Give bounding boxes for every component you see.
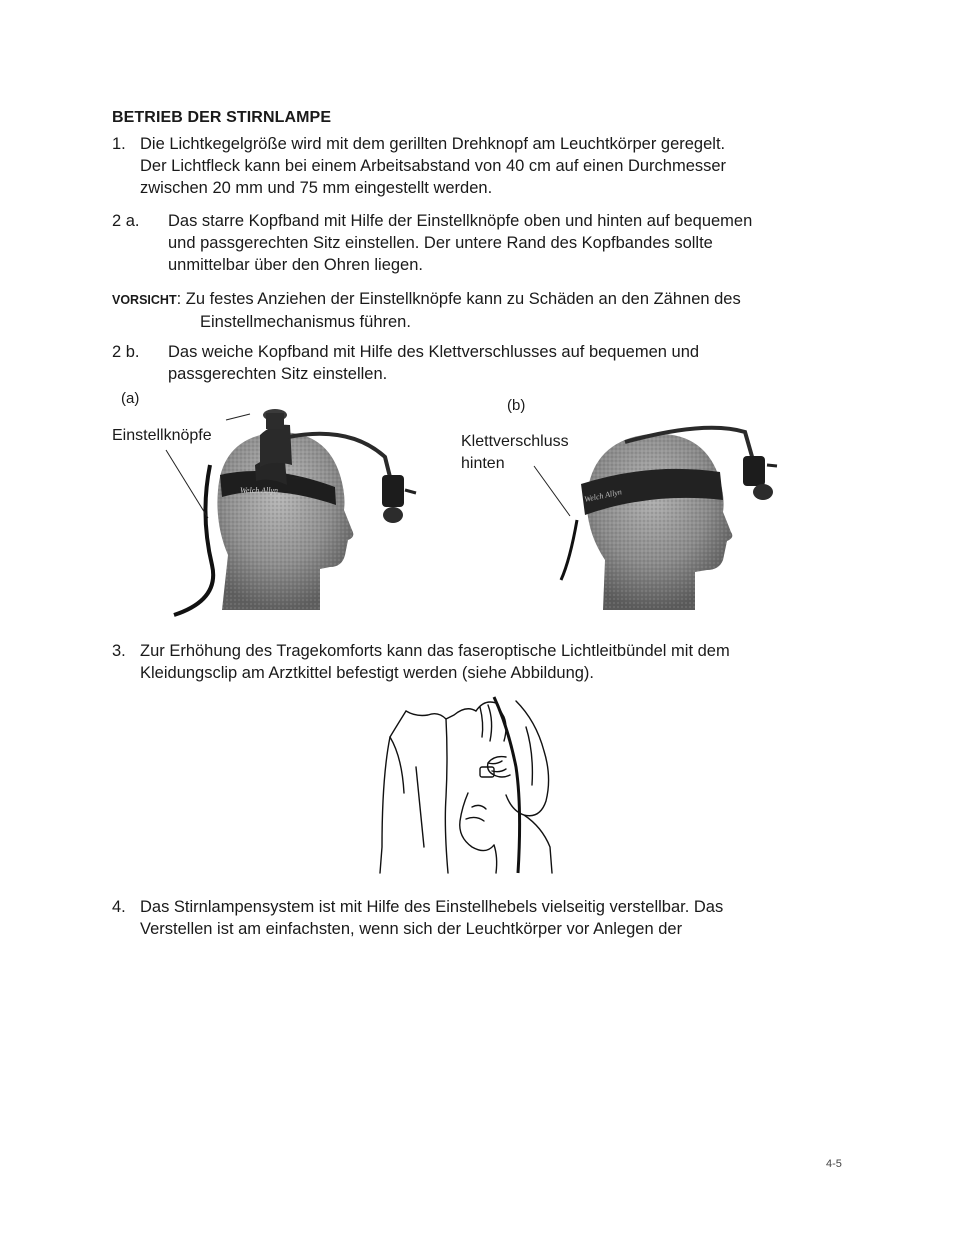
text-line: Der Lichtfleck kann bei einem Arbeitsabstand von 40 cm auf einen Durchmesser (140, 157, 727, 175)
text-line: unmittelbar über den Ohren liegen. (168, 256, 423, 274)
item-2a-text (168, 210, 752, 276)
item-3-text (140, 640, 730, 684)
item-4-text (140, 896, 723, 940)
clothing-clip-illustration (376, 697, 576, 877)
text-line: Die Lichtkegelgröße wird mit dem gerillten Drehknopf am Leuchtkörper geregelt. (140, 135, 726, 153)
text-line: Kleidungsclip am Arztkittel befestigt werden (siehe Abbildung). (140, 664, 594, 682)
caution-text: : Zu festes Anziehen der Einstellknöpfe kann zu Schäden an den Zähnen des (176, 290, 741, 308)
text-line: Verstellen ist am einfachsten, wenn sich der Leuchtkörper vor Anlegen der (140, 920, 683, 938)
item-1-text (140, 133, 726, 199)
figure-b-headlamp-illustration (555, 420, 795, 615)
callout-line: Klettverschluss (461, 433, 569, 450)
text-line: Das Stirnlampensystem ist mit Hilfe des Einstellhebels vielseitig verstellbar. Das (140, 898, 724, 916)
item-number: 1. (112, 135, 126, 153)
item-number: 2 a. (112, 212, 140, 230)
item-number: 2 b. (112, 343, 140, 361)
caution-note (112, 288, 741, 333)
text-line: zwischen 20 mm und 75 mm eingestellt werden. (140, 179, 493, 197)
text-line: und passgerechten Sitz einstellen. Der untere Rand des Kopfbandes sollte (168, 234, 713, 252)
callout-line: hinten (461, 455, 505, 472)
figure-a-tag: (a) (121, 390, 140, 407)
text-line: Zur Erhöhung des Tragekomforts kann das faseroptische Lichtleitbündel mit dem (140, 642, 730, 660)
figure-a-callout: Einstellknöpfe (112, 427, 212, 444)
item-number: 3. (112, 642, 126, 660)
section-heading: BETRIEB DER STIRNLAMPE (112, 109, 332, 126)
text-line: Das starre Kopfband mit Hilfe der Einstellknöpfe oben und hinten auf bequemen (168, 212, 753, 230)
figure-b-tag: (b) (507, 397, 526, 414)
page-number: 4-5 (826, 1158, 842, 1170)
headband-brand: Welch Allyn (240, 486, 278, 495)
text-line: Einstellmechanismus führen. (200, 313, 411, 331)
text-line: passgerechten Sitz einstellen. (168, 365, 388, 383)
headband-brand: Welch Allyn (583, 487, 623, 504)
figure-a-callout-line (160, 410, 260, 520)
item-2b-text (168, 341, 699, 385)
figure-b-callout-line (530, 460, 580, 520)
caution-label: VORSICHT (112, 293, 177, 307)
text-line: Das weiche Kopfband mit Hilfe des Klettverschlusses auf bequemen und (168, 343, 700, 361)
item-number: 4. (112, 898, 126, 916)
